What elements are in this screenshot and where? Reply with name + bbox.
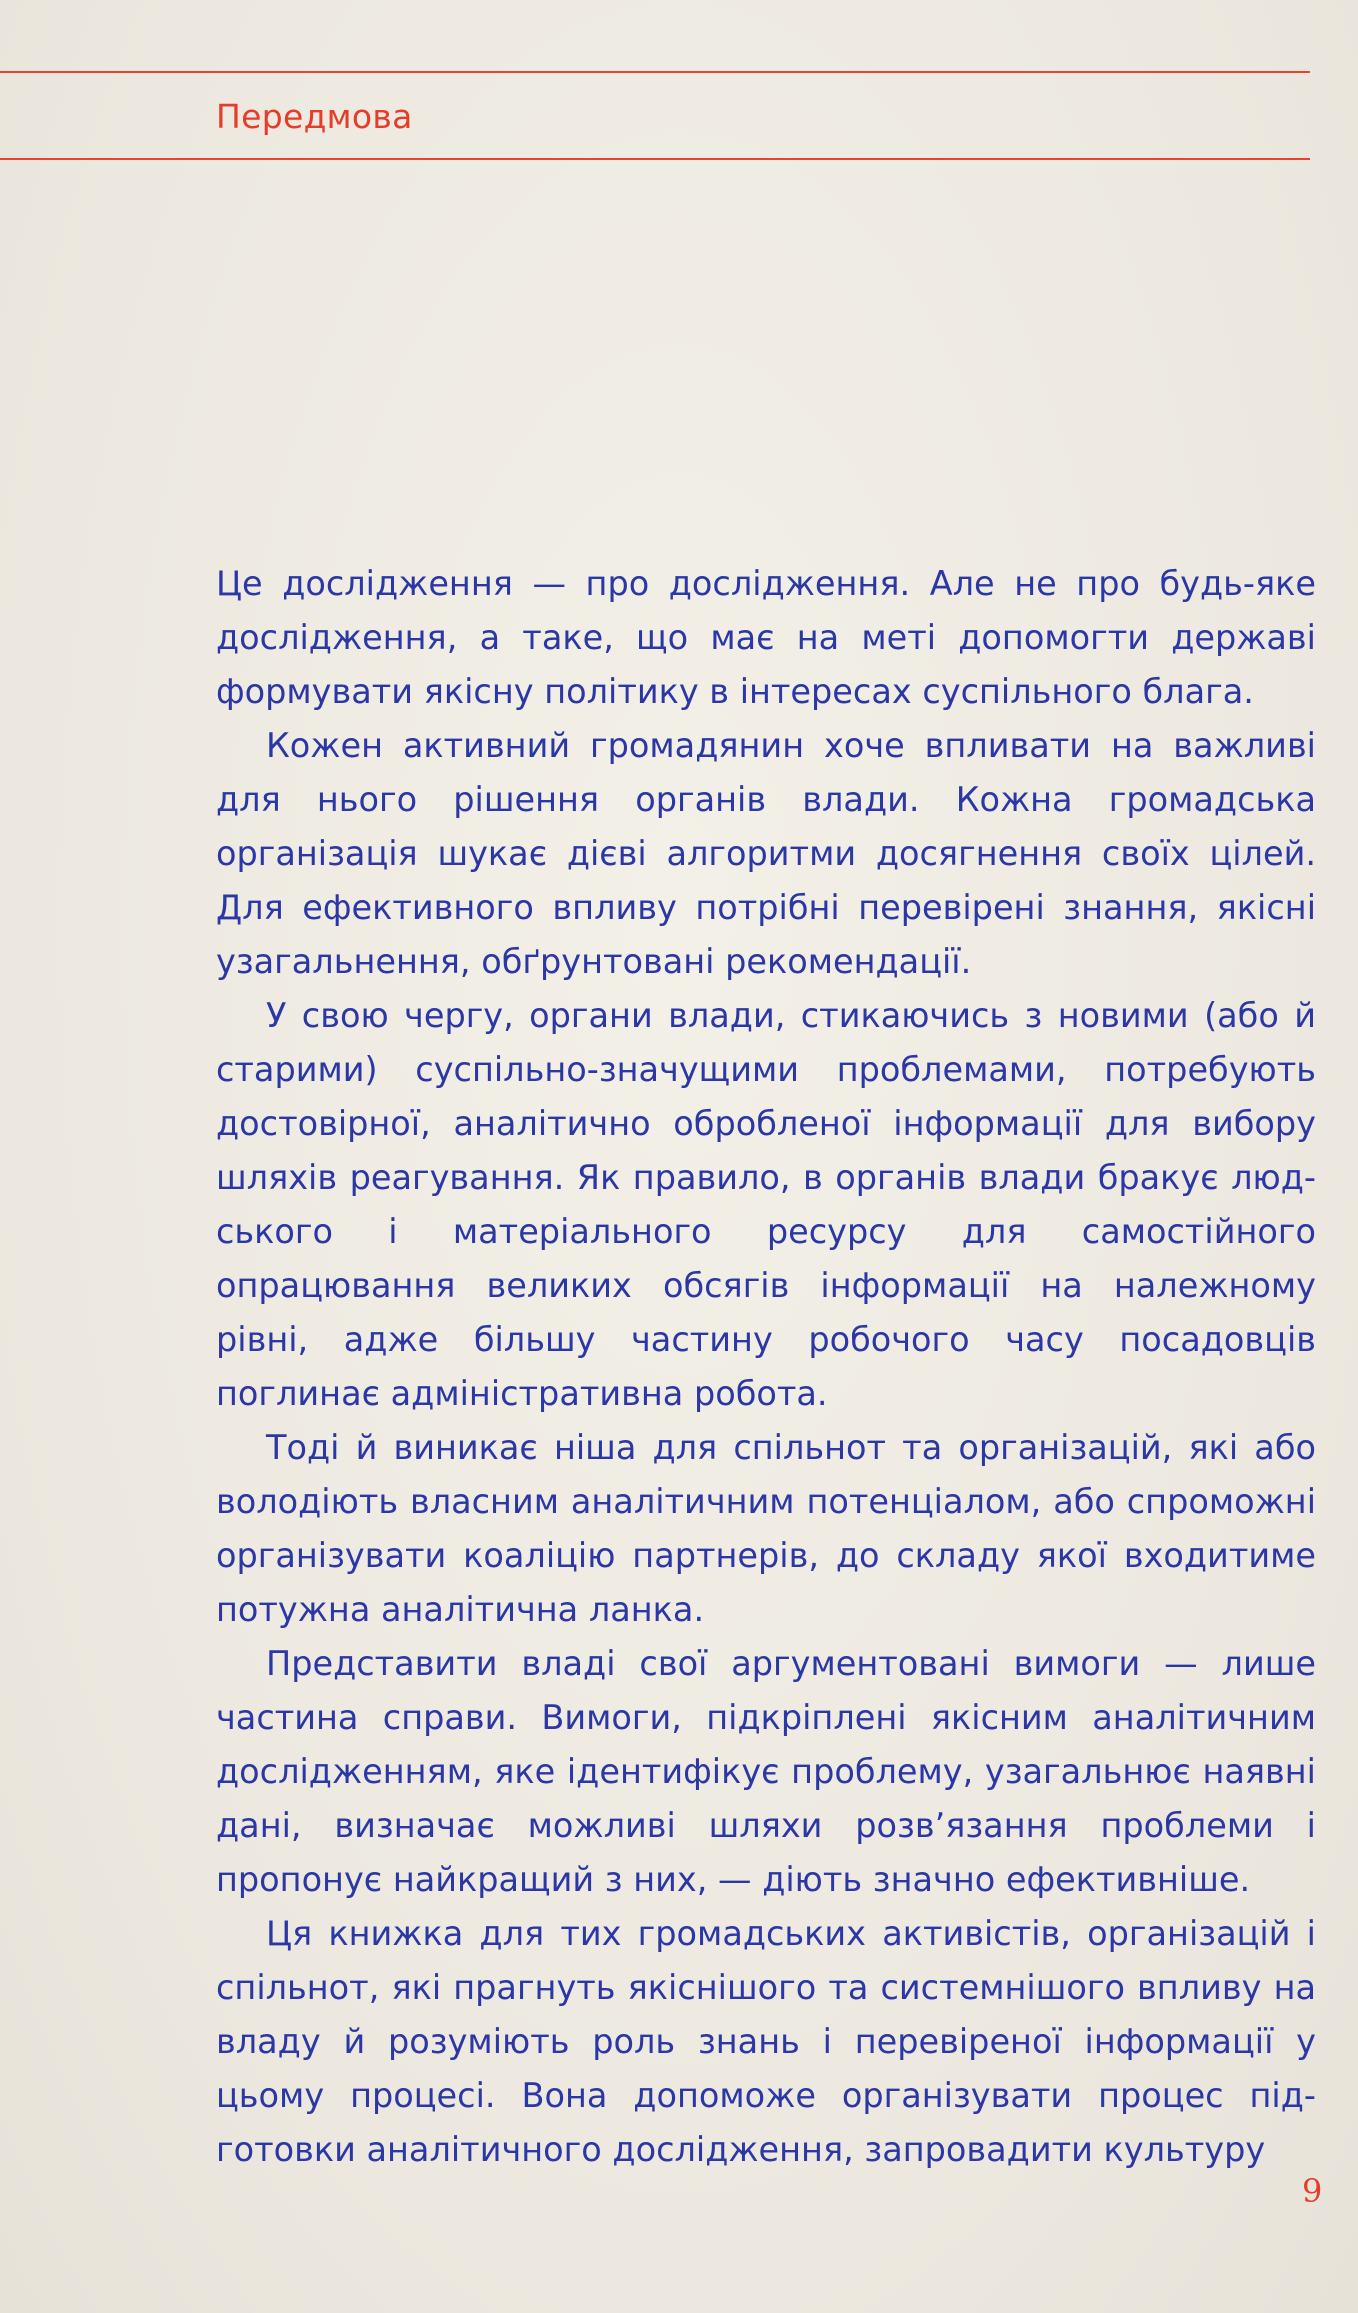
header-rule-top — [0, 71, 1310, 73]
paragraph-6: Ця книжка для тих громадських активістів, організацій і спільнот, які прагнуть якіснішого та системнішого впливу на владу й розуміють роль знань і перевіреної інформації у цьому процесі. Вона допоможе організувати процес підготовки аналітичного дослідження, запровадити культуру — [216, 1914, 1316, 2169]
paragraph-2: Кожен активний громадянин хоче впливати на важливі для нього рішення органів влади. Кожна громадська організація шукає дієві алгоритми досягнення своїх цілей. Для ефективного впливу потрібні перевірені знання, якісні узагальнення, обґрунтовані рекомендації. — [216, 726, 1316, 981]
paragraph-4: Тоді й виникає ніша для спільнот та організацій, які або володіють власним аналітичним потенціалом, або спроможні організувати коаліцію партнерів, до складу якої входитиме потужна аналітична ланка. — [216, 1428, 1316, 1629]
paragraph-3: У свою чергу, органи влади, стикаючись з новими (або й старими) суспільно-значущими проблемами, потребують достовірної, аналітично обробленої інформації для вибору шляхів реагування. Як правило, в органів влади бракує людського і матеріального ресурсу для самостійного опрацювання великих обсягів інформації на належному рівні, адже більшу частину робочого часу посадовців поглинає адміністративна робота. — [216, 996, 1316, 1413]
page-number: 9 — [1302, 2172, 1323, 2210]
header-rule-bottom — [0, 158, 1310, 160]
paragraph-1: Це дослідження — про дослідження. Але не про будь-яке дослідження, а таке, що має на меті допомогти державі формувати якісну політику в інтересах суспільного блага. — [216, 564, 1316, 711]
section-title: Передмова — [216, 97, 413, 136]
body-text — [216, 557, 1316, 2177]
paragraph-5: Представити владі свої аргументовані вимоги — лише частина справи. Вимоги, підкріплені якісним аналітичним дослідженням, яке ідентифікує проблему, узагальнює наявні дані, визначає можливі шляхи розв’язання проблеми і пропонує найкращий з них, — діють значно ефективніше. — [216, 1644, 1316, 1899]
